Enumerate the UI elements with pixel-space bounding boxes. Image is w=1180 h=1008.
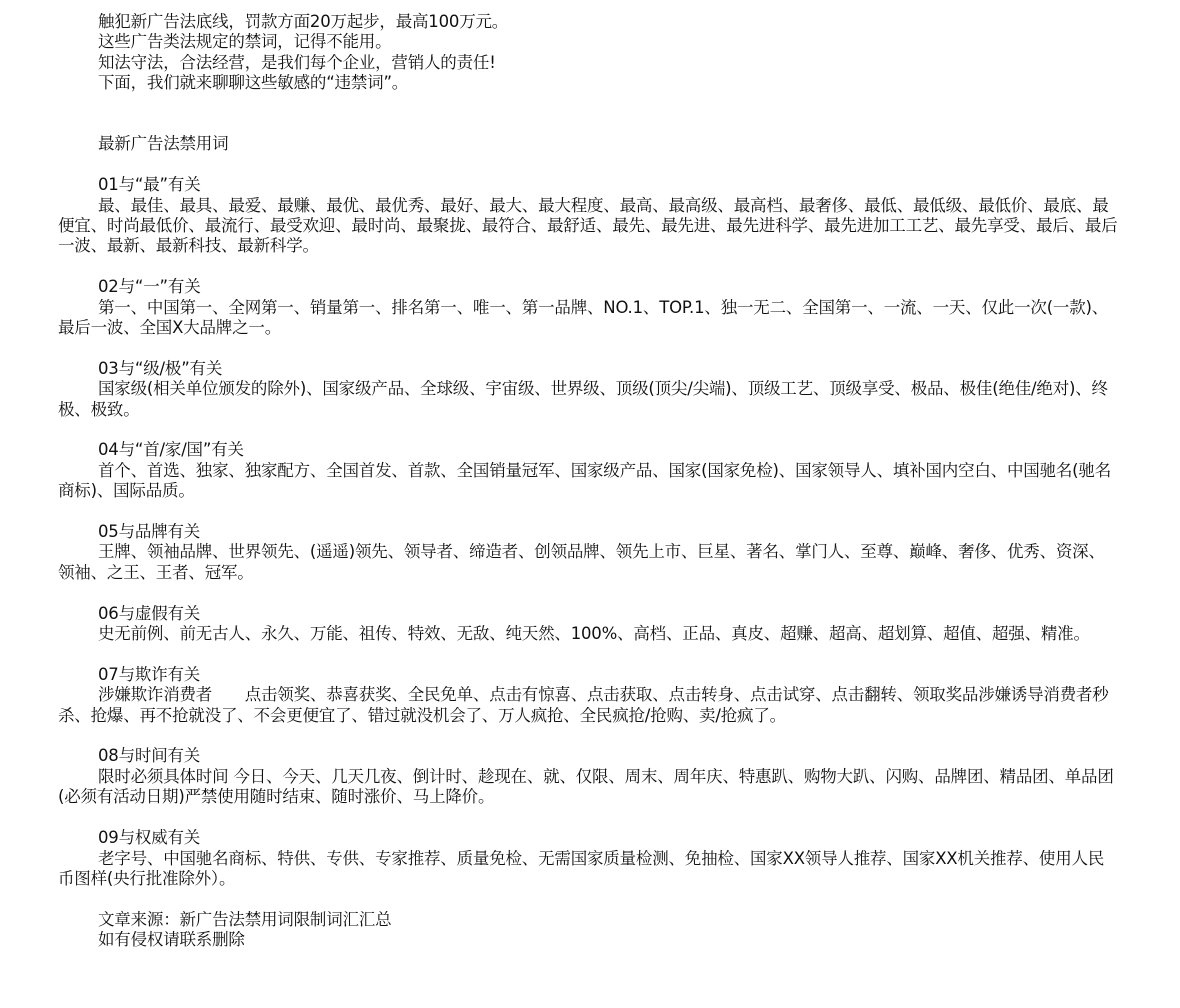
section-body: 涉嫌欺诈消费者 点击领奖、恭喜获奖、全民免单、点击有惊喜、点击获取、点击转身、点击试穿、点击翻转、领取奖品涉嫌诱导消费者秒杀、抢爆、再不抢就没了、不会更便宜了、错过就没机会了、万人疯抢、全民疯抢/抢购、卖/抢疯了。 bbox=[58, 685, 1109, 725]
section-07 bbox=[58, 665, 1120, 726]
section-body: 首个、首选、独家、独家配方、全国首发、首款、全国销量冠军、国家级产品、国家(国家免检)、国家领导人、填补国内空白、中国驰名(驰名商标)、国际品质。 bbox=[58, 460, 1112, 501]
section-04 bbox=[58, 440, 1120, 501]
section-body: 国家级(相关单位颁发的除外)、国家级产品、全球级、宇宙级、世界级、顶级(顶尖/尖端)、顶级工艺、顶级享受、极品、极佳(绝佳/绝对)、终极、极致。 bbox=[58, 379, 1108, 419]
intro-line-3: 知法守法，合法经营，是我们每个企业，营销人的责任! bbox=[98, 52, 496, 72]
intro-line-2: 这些广告类法规定的禁词，记得不能用。 bbox=[98, 32, 392, 52]
spacer bbox=[58, 808, 1120, 828]
spacer bbox=[58, 155, 1120, 175]
section-body: 老字号、中国驰名商标、特供、专供、专家推荐、质量免检、无需国家质量检测、免抽检、国家XX领导人推荐、国家XX机关推荐、使用人民币图样(央行批准除外）。 bbox=[58, 848, 1105, 888]
section-heading: 04与“首/家/国”有关 bbox=[98, 440, 244, 460]
section-body: 史无前例、前无古人、永久、万能、祖传、特效、无敌、纯天然、100%、高档、正品、真皮、超赚、超高、超划算、超值、超强、精准。 bbox=[98, 624, 1090, 644]
section-heading: 05与品牌有关 bbox=[98, 522, 201, 542]
spacer bbox=[58, 338, 1120, 358]
intro-line-4: 下面，我们就来聊聊这些敏感的“违禁词”。 bbox=[98, 73, 409, 93]
section-heading: 01与“最”有关 bbox=[98, 175, 201, 195]
spacer bbox=[58, 583, 1120, 603]
section-heading: 06与虚假有关 bbox=[98, 603, 201, 623]
spacer bbox=[58, 257, 1120, 277]
section-02 bbox=[58, 277, 1120, 338]
main-title: 最新广告法禁用词 bbox=[98, 134, 229, 154]
spacer bbox=[58, 889, 1120, 909]
copyright-notice: 如有侵权请联系删除 bbox=[98, 930, 245, 950]
section-body: 王牌、领袖品牌、世界领先、(遥遥)领先、领导者、缔造者、创领品牌、领先上市、巨星、著名、掌门人、至尊、巅峰、奢侈、优秀、资深、领袖、之王、王者、冠军。 bbox=[58, 542, 1105, 582]
spacer bbox=[58, 502, 1120, 522]
spacer bbox=[58, 420, 1120, 440]
section-heading: 03与“级/极”有关 bbox=[98, 358, 223, 378]
section-body: 最、最佳、最具、最爱、最赚、最优、最优秀、最好、最大、最大程度、最高、最高级、最高档、最奢侈、最低、最低级、最低价、最底、最便宜、时尚最低价、最流行、最受欢迎、最时尚、最聚拢、最符合、最舒适、最先、最先进、最先进科学、最先进加工工艺、最先享受、最后、最后一波、最新、最新科技、最新科学。 bbox=[58, 195, 1118, 256]
section-heading: 08与时间有关 bbox=[98, 746, 201, 766]
spacer bbox=[58, 94, 1120, 135]
source-line: 文章来源：新广告法禁用词限制词汇汇总 bbox=[98, 909, 392, 929]
section-body: 限时必须具体时间 今日、今天、几天几夜、倒计时、趁现在、就、仅限、周末、周年庆、特惠趴、购物大趴、闪购、品牌团、精品团、单品团(必须有活动日期)严禁使用随时结束、随时涨价、马上降价。 bbox=[58, 766, 1114, 807]
section-body: 第一、中国第一、全网第一、销量第一、排名第一、唯一、第一品牌、NO.1、TOP.1、独一无二、全国第一、一流、一天、仅此一次(一款)、最后一波、全国X大品牌之一。 bbox=[58, 297, 1109, 338]
intro-line-1: 触犯新广告法底线，罚款方面20万起步，最高100万元。 bbox=[98, 12, 509, 31]
section-06 bbox=[58, 604, 1120, 645]
section-heading: 07与欺诈有关 bbox=[98, 664, 201, 684]
spacer bbox=[58, 644, 1120, 664]
section-08 bbox=[58, 746, 1120, 807]
section-01 bbox=[58, 175, 1120, 257]
section-heading: 09与权威有关 bbox=[98, 828, 201, 848]
section-09 bbox=[58, 828, 1120, 889]
section-05 bbox=[58, 522, 1120, 583]
section-heading: 02与“一”有关 bbox=[98, 277, 201, 297]
section-03 bbox=[58, 359, 1120, 420]
spacer bbox=[58, 726, 1120, 746]
article bbox=[58, 12, 1120, 951]
